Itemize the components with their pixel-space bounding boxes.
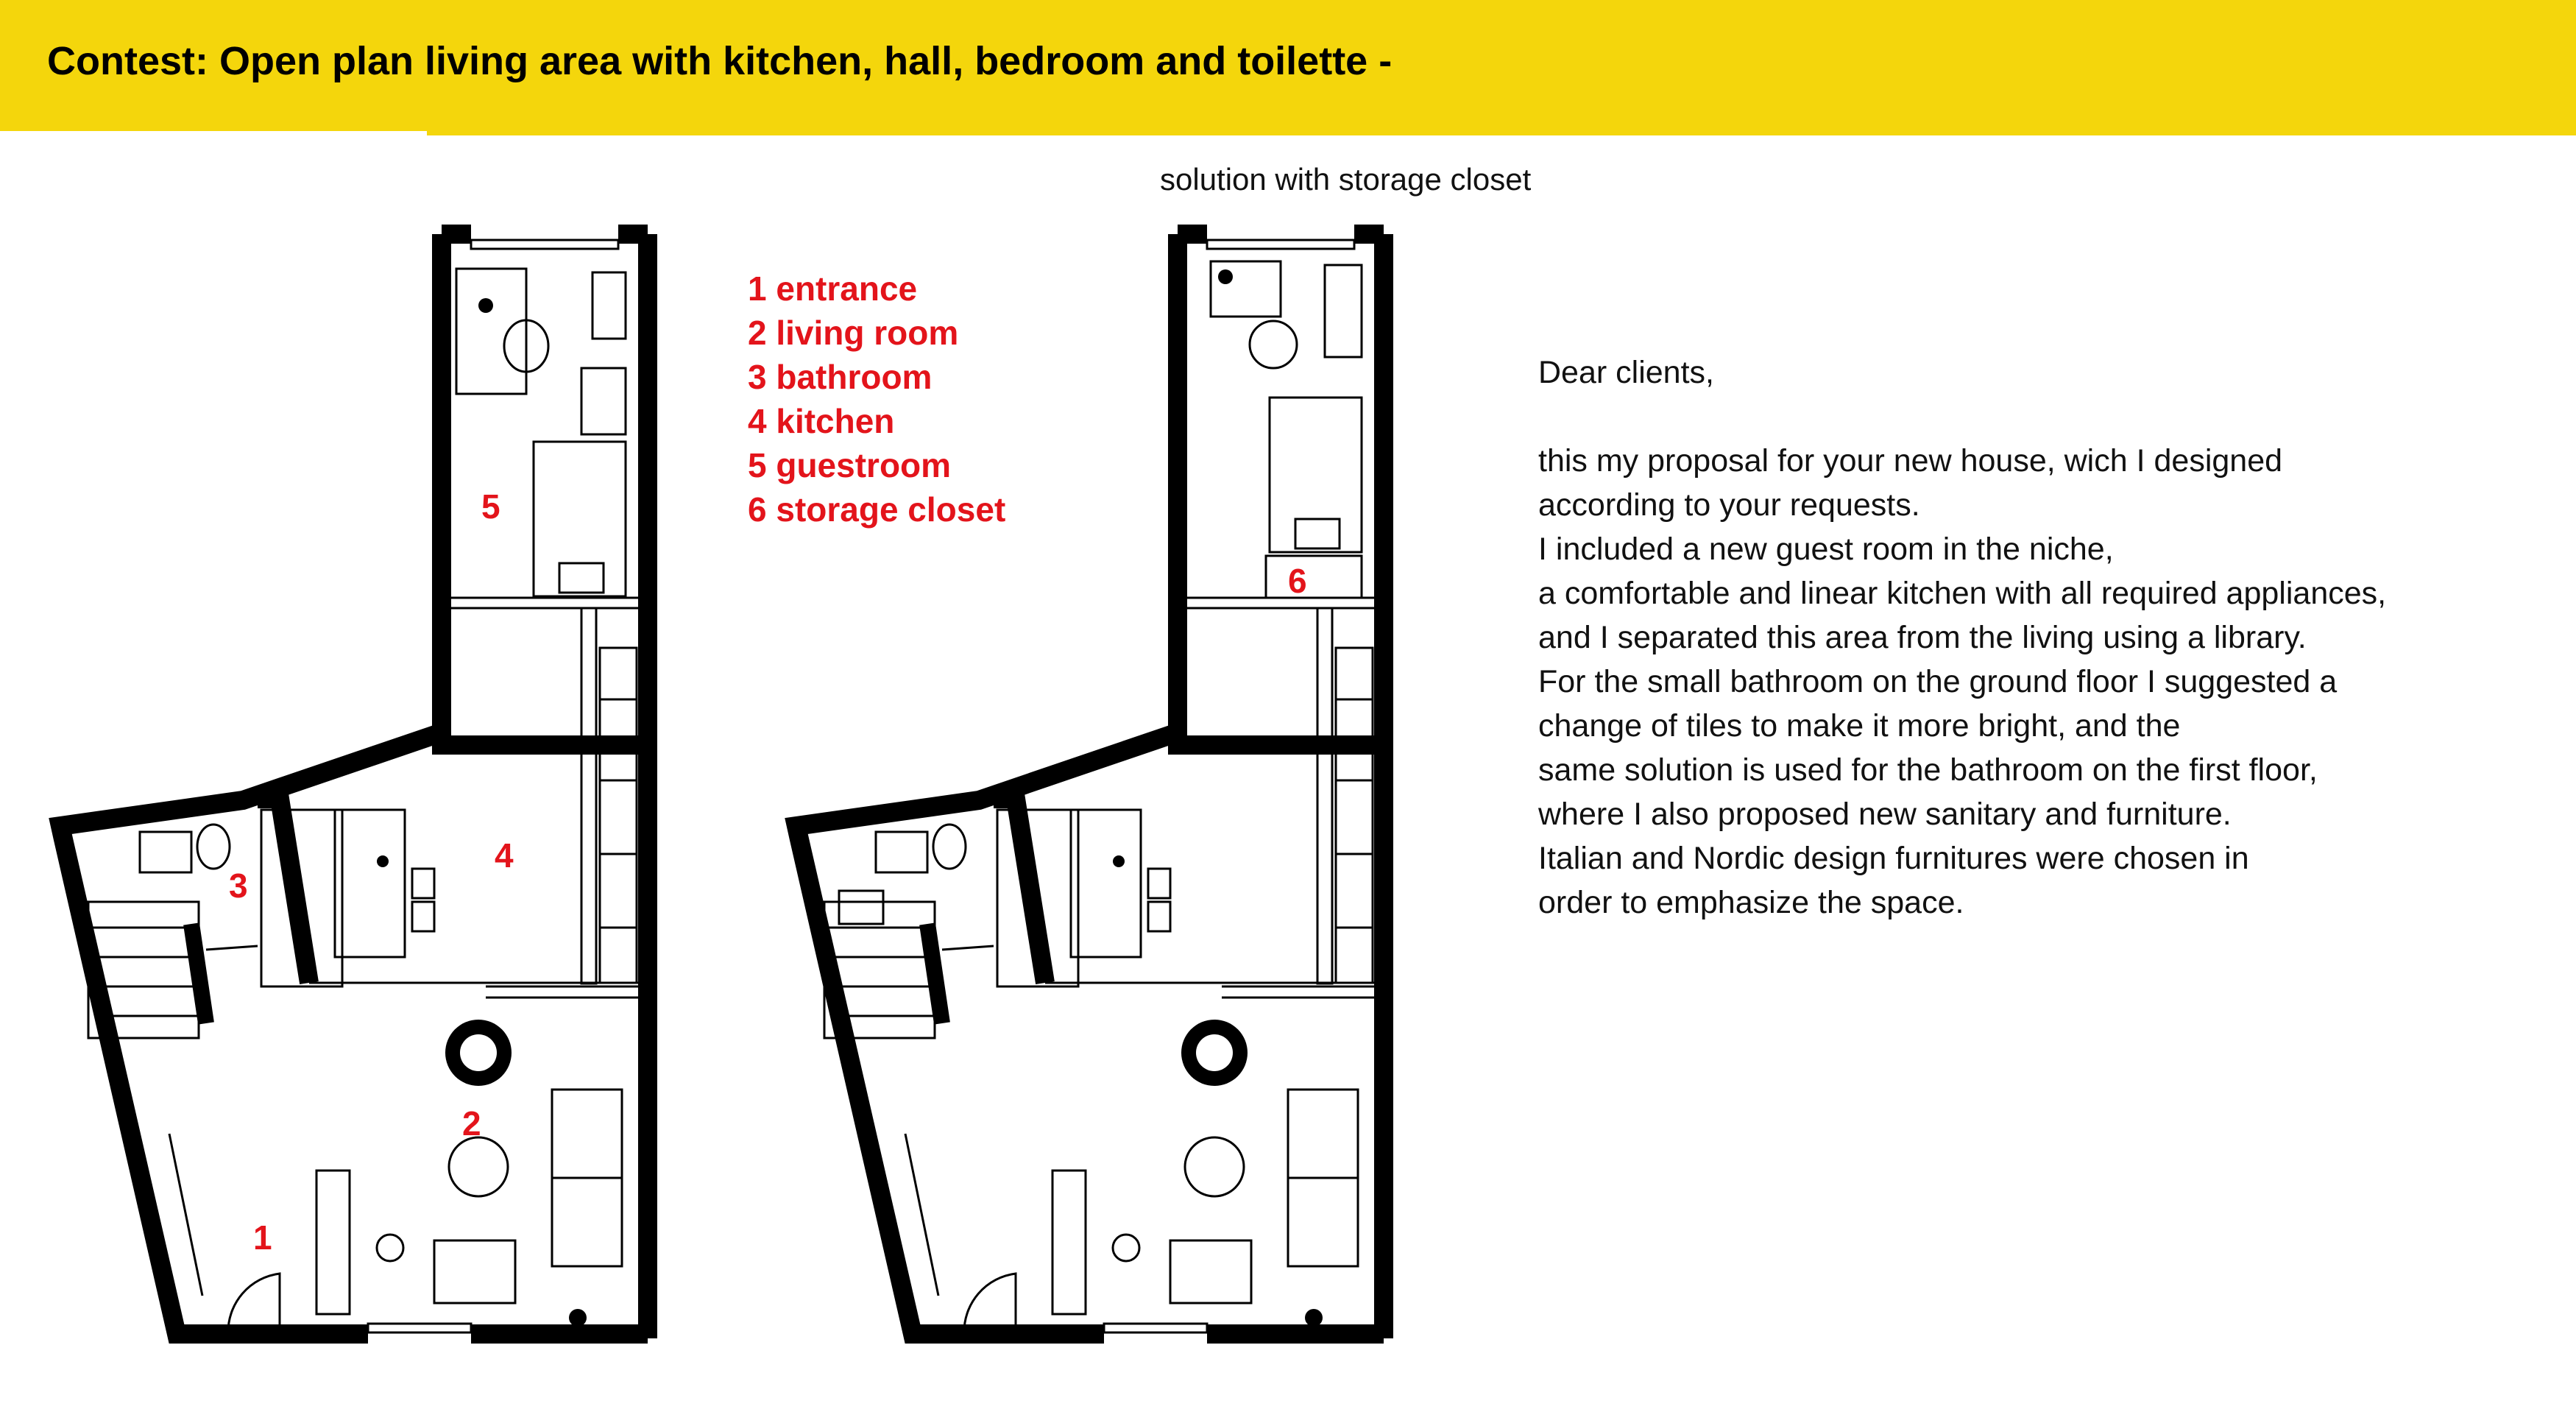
- legend-item-bathroom: 3 bathroom: [748, 358, 933, 396]
- room-label-6: 6: [1288, 562, 1307, 600]
- legend-item-guestroom: 5 guestroom: [748, 446, 952, 484]
- letter-line: order to emphasize the space.: [1538, 885, 1964, 920]
- furniture-accents: [377, 298, 587, 1327]
- walls: [796, 234, 1384, 1338]
- legend-item-entrance: 1 entrance: [748, 269, 918, 308]
- interior-lines: [824, 240, 1376, 1334]
- page-title: Contest: Open plan living area with kitchen, hall, bedroom and toilette -: [47, 39, 1393, 83]
- room-label-1: 1: [253, 1218, 272, 1257]
- legend-item-living-room: 2 living room: [748, 314, 959, 352]
- room-label-4: 4: [495, 836, 514, 875]
- letter-line: I included a new guest room in the niche,: [1538, 532, 2114, 567]
- interior-lines: [88, 240, 640, 1334]
- client-letter: [1538, 350, 2554, 925]
- legend-item-kitchen: 4 kitchen: [748, 402, 895, 440]
- letter-line: a comfortable and linear kitchen with all required appliances,: [1538, 576, 2387, 611]
- letter-line: where I also proposed new sanitary and furniture.: [1538, 797, 2232, 832]
- subtitle: solution with storage closet: [1160, 162, 1532, 197]
- letter-line: Dear clients,: [1538, 355, 1714, 390]
- letter-line: this my proposal for your new house, wich I designed: [1538, 443, 2283, 479]
- room-label-5: 5: [481, 487, 500, 526]
- letter-line: according to your requests.: [1538, 487, 1920, 523]
- floor-plan-right: [736, 0, 1472, 1412]
- letter-line: and I separated this area from the living using a library.: [1538, 620, 2307, 655]
- furniture-accents: [1113, 269, 1323, 1327]
- letter-line: For the small bathroom on the ground floor I suggested a: [1538, 664, 2338, 699]
- legend-item-storage-closet: 6 storage closet: [748, 490, 1006, 529]
- letter-line: [1538, 395, 2554, 439]
- letter-line: change of tiles to make it more bright, and the: [1538, 708, 2181, 744]
- letter-line: Italian and Nordic design furnitures were chosen in: [1538, 841, 2249, 876]
- chair-center: [460, 1034, 497, 1071]
- letter-line: same solution is used for the bathroom on the first floor,: [1538, 752, 2318, 788]
- walls: [60, 234, 648, 1338]
- room-label-2: 2: [462, 1104, 481, 1143]
- floor-plan-left: [0, 0, 736, 1412]
- chair-center: [1196, 1034, 1233, 1071]
- room-label-3: 3: [229, 866, 248, 905]
